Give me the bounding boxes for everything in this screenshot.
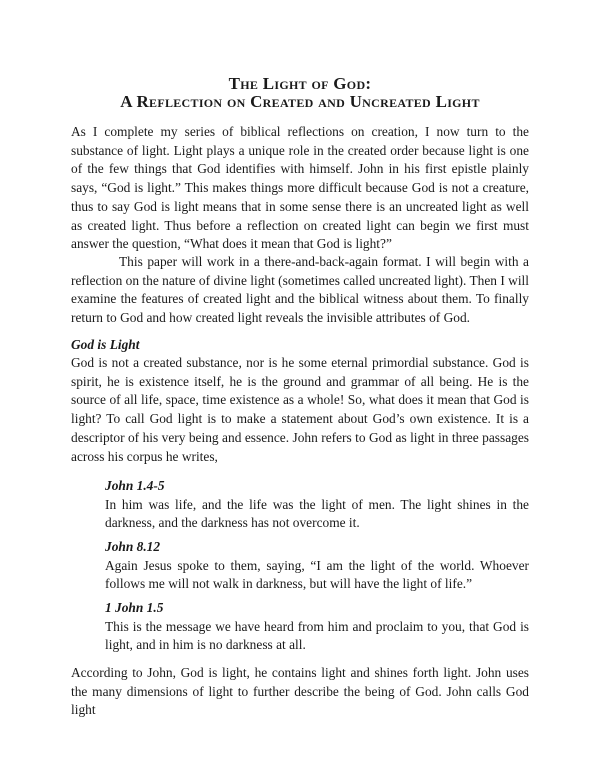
quote-reference: John 8.12 <box>105 539 161 554</box>
scripture-quote <box>105 599 529 655</box>
body-paragraph: God is not a created substance, nor is he some eternal primordial substance. God is spirit, he is existence itself, he is the ground and grammar of all being. He is the source of all life, space, time existence as a whole! So, what does it mean that God is light? To call God light is to make a statement about God’s own existence. It is a descriptor of his very being and essence. John refers to God as light in three passages across his corpus he writes, <box>71 355 529 464</box>
document-title: The Light of God: <box>228 74 372 93</box>
conclusion-paragraph: According to John, God is light, he contains light and shines forth light. John uses the many dimensions of light to further describe the being of God. John calls God light <box>71 665 529 718</box>
quote-text: Again Jesus spoke to them, saying, “I am the light of the world. Whoever follows me will not walk in darkness, but will have the light of life.” <box>105 557 529 592</box>
scripture-quote <box>105 477 529 533</box>
document-subtitle: A Reflection on Created and Uncreated Light <box>120 92 480 111</box>
scripture-quote <box>105 538 529 594</box>
quote-text: This is the message we have heard from him and proclaim to you, that God is light, and in him is no darkness at all. <box>105 618 529 653</box>
quote-text: In him was life, and the life was the light of men. The light shines in the darkness, and the darkness has not overcome it. <box>105 496 529 531</box>
quote-reference: John 1.4-5 <box>105 478 165 493</box>
quote-reference: 1 John 1.5 <box>105 600 164 615</box>
intro-paragraph: As I complete my series of biblical reflections on creation, I now turn to the substance of light. Light plays a unique role in the created order because light is one of the few things that God identifies with himself. John in his first epistle plainly says, “God is light.” This makes things more difficult because God is not a creature, thus to say God is light means that in some sense there is an uncreated light as well as created light. Thus before a reflection on created light can begin we first must answer the question, “What does it mean that God is light?” <box>71 124 529 252</box>
section-heading: God is Light <box>71 337 140 352</box>
format-paragraph: This paper will work in a there-and-back-again format. I will begin with a reflection on the nature of divine light (sometimes called uncreated light). Then I will examine the features of created light and the biblical witness about them. To finally return to God and how created light reveals the invisible attributes of God. <box>71 254 529 326</box>
